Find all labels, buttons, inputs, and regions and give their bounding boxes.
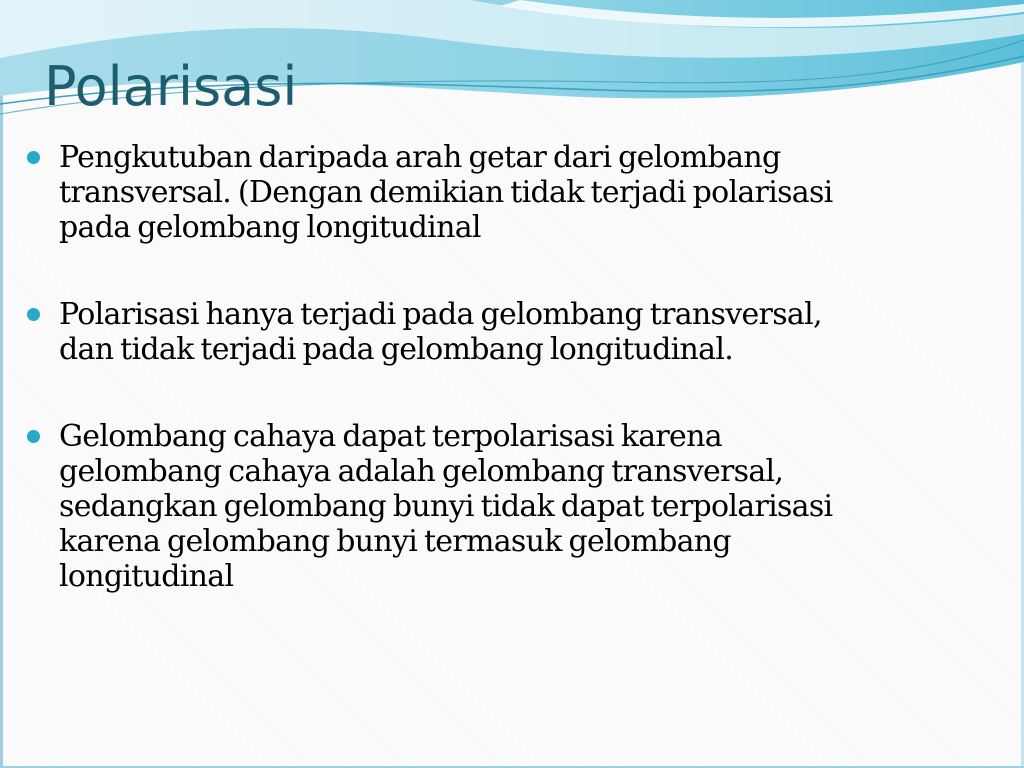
bullet-line: gelombang cahaya adalah gelombang transversal,	[59, 454, 784, 489]
page-title: Polarisasi	[44, 55, 298, 118]
bullet-line: Polarisasi hanya terjadi pada gelombang transversal,	[59, 297, 822, 332]
bullet-dot-icon	[27, 151, 40, 164]
bullet-line: longitudinal	[59, 559, 234, 594]
bullet-line: Gelombang cahaya dapat terpolarisasi karena	[59, 419, 722, 454]
bullet-line: transversal. (Dengan demikian tidak terjadi polarisasi	[59, 175, 833, 210]
bullet-item	[24, 140, 944, 245]
bullet-line: sedangkan gelombang bunyi tidak dapat terpolarisasi	[59, 489, 833, 524]
bullet-line: pada gelombang longitudinal	[59, 210, 481, 245]
bullet-dot-icon	[27, 308, 40, 321]
bullet-line: karena gelombang bunyi termasuk gelombang	[59, 524, 731, 559]
bullet-item	[24, 419, 944, 594]
bullet-line: Pengkutuban daripada arah getar dari gelombang	[59, 140, 781, 175]
bullet-dot-icon	[27, 430, 40, 443]
bullet-item	[24, 297, 944, 367]
bullet-list	[24, 140, 944, 594]
bullet-line: dan tidak terjadi pada gelombang longitudinal.	[59, 332, 734, 367]
